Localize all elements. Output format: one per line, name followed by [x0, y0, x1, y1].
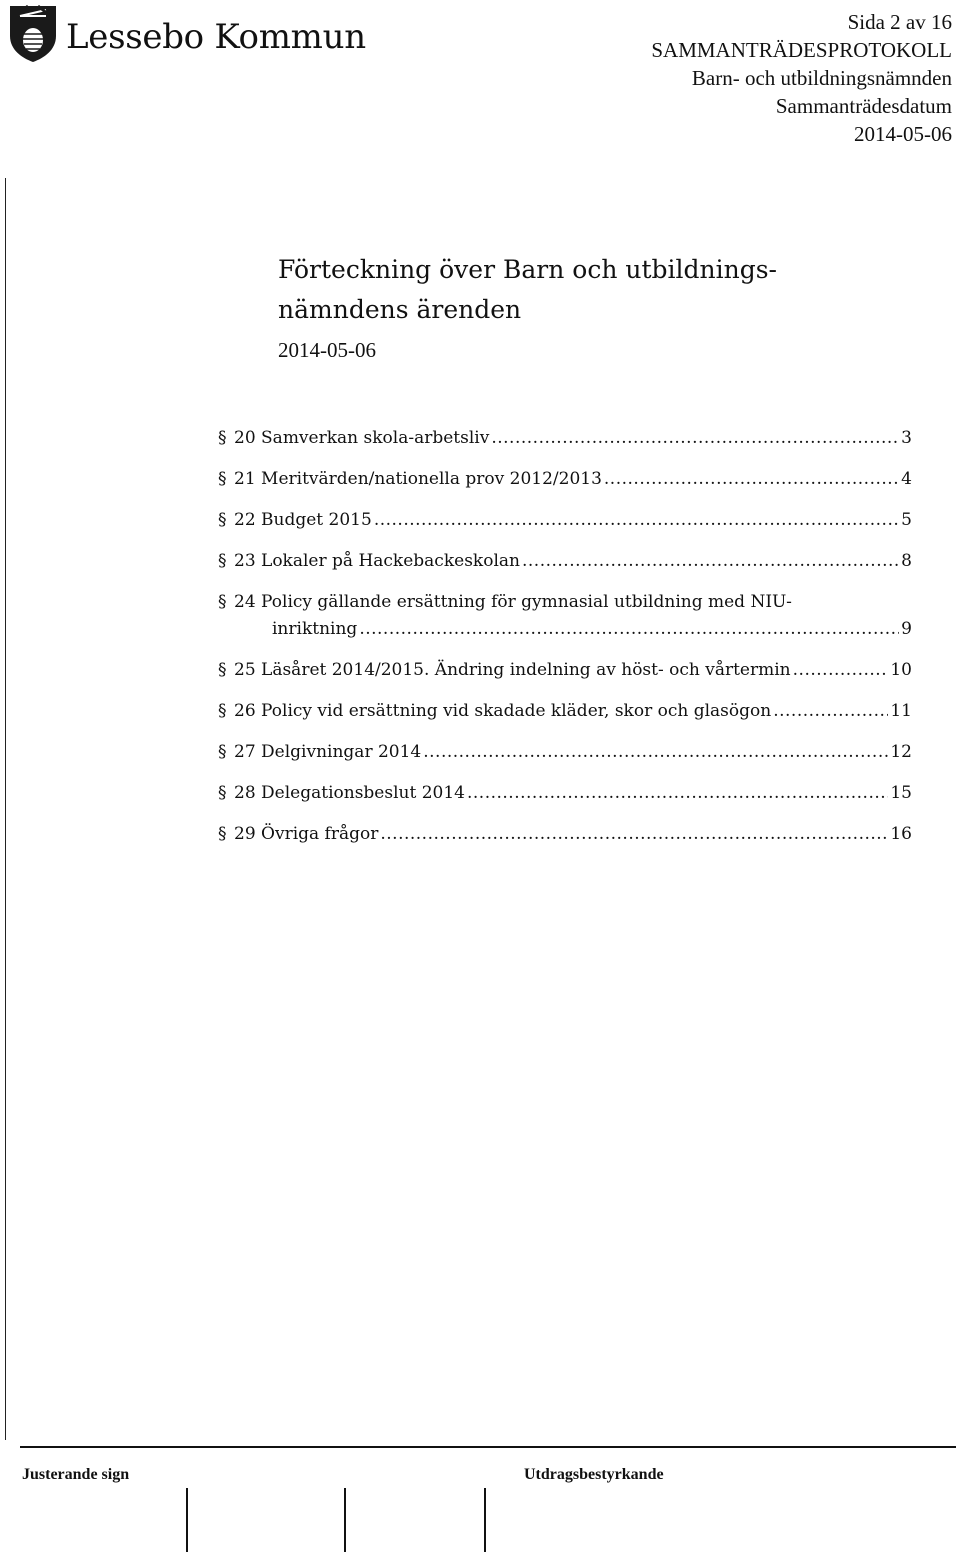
- section-symbol: §: [218, 701, 227, 721]
- leader-dots: [773, 698, 888, 725]
- committee-name: Barn- och utbildningsnämnden: [691, 66, 952, 90]
- toc-item-page: 9: [901, 619, 912, 639]
- section-symbol: §: [218, 551, 227, 571]
- toc-item-label: 29 Övriga frågor: [234, 824, 379, 844]
- section-symbol: §: [218, 660, 227, 680]
- toc-item[interactable]: [218, 466, 912, 493]
- signature-box-divider: [344, 1488, 346, 1552]
- meeting-date-label: Sammanträdesdatum: [775, 94, 952, 118]
- toc-item-label: 25 Läsåret 2014/2015. Ändring indelning av höst- och vårtermin: [234, 660, 791, 680]
- toc-item[interactable]: [218, 698, 912, 725]
- toc-item[interactable]: [218, 657, 912, 684]
- toc-item-page: 5: [901, 510, 912, 530]
- toc-item[interactable]: [218, 548, 912, 575]
- leader-dots: [467, 780, 888, 807]
- footer-justerande-sign: Justerande sign: [22, 1466, 130, 1483]
- toc-item[interactable]: [218, 780, 912, 807]
- municipality-logo: [6, 2, 366, 64]
- toc-item[interactable]: [218, 507, 912, 534]
- title-line-1: Förteckning över Barn och utbildnings-: [278, 255, 777, 284]
- signature-box-divider: [484, 1488, 486, 1552]
- leader-dots: [793, 657, 889, 684]
- toc-item-page: 12: [890, 742, 912, 762]
- section-symbol: §: [218, 469, 227, 489]
- toc-item-page: 3: [901, 428, 912, 448]
- leader-dots: [374, 507, 899, 534]
- toc-item-page: 16: [890, 824, 912, 844]
- toc-item-page: 4: [901, 469, 912, 489]
- page-counter: Sida 2 av 16: [847, 10, 952, 34]
- toc-item-label: 22 Budget 2015: [234, 510, 372, 530]
- toc-item-page: 10: [890, 660, 912, 680]
- section-symbol: §: [218, 783, 227, 803]
- coat-of-arms-icon: [6, 2, 60, 64]
- section-symbol: §: [218, 592, 227, 612]
- leader-dots: [604, 466, 899, 493]
- footer-rule: [20, 1446, 956, 1448]
- leader-dots: [380, 821, 888, 848]
- footer-utdragsbestyrkande: Utdragsbestyrkande: [524, 1466, 664, 1483]
- leader-dots: [491, 425, 899, 452]
- meeting-date: 2014-05-06: [854, 122, 952, 146]
- section-symbol: §: [218, 510, 227, 530]
- title-date: 2014-05-06: [278, 338, 376, 362]
- section-symbol: §: [218, 428, 227, 448]
- table-of-contents: [218, 425, 912, 862]
- title-line-2: nämndens ärenden: [278, 295, 522, 324]
- toc-item[interactable]: [218, 425, 912, 452]
- toc-item[interactable]: [218, 589, 912, 643]
- section-symbol: §: [218, 742, 227, 762]
- toc-item-page: 15: [890, 783, 912, 803]
- document-type: SAMMANTRÄDESPROTOKOLL: [651, 38, 952, 62]
- section-symbol: §: [218, 824, 227, 844]
- toc-item-page: 11: [890, 701, 912, 721]
- toc-item-label: 24 Policy gällande ersättning för gymnasial utbildning med NIU-: [234, 592, 792, 612]
- toc-item-label: 21 Meritvärden/nationella prov 2012/2013: [234, 469, 602, 489]
- page-title: [278, 250, 878, 330]
- toc-item-page: 8: [901, 551, 912, 571]
- logo-wordmark: Lessebo Kommun: [66, 17, 366, 57]
- toc-item[interactable]: [218, 821, 912, 848]
- signature-box-divider: [186, 1488, 188, 1552]
- toc-item-label: 27 Delgivningar 2014: [234, 742, 422, 762]
- toc-item-label: 28 Delegationsbeslut 2014: [234, 783, 465, 803]
- toc-item-label-continued: inriktning: [272, 619, 358, 639]
- toc-item-label: 26 Policy vid ersättning vid skadade kläder, skor och glasögon: [234, 701, 772, 721]
- toc-item-label: 23 Lokaler på Hackebackeskolan: [234, 551, 520, 571]
- toc-item[interactable]: [218, 739, 912, 766]
- leader-dots: [359, 616, 899, 643]
- toc-item-label: 20 Samverkan skola-arbetsliv: [234, 428, 490, 448]
- document-header: [651, 8, 952, 148]
- margin-rule: [5, 178, 6, 1440]
- leader-dots: [522, 548, 899, 575]
- leader-dots: [423, 739, 888, 766]
